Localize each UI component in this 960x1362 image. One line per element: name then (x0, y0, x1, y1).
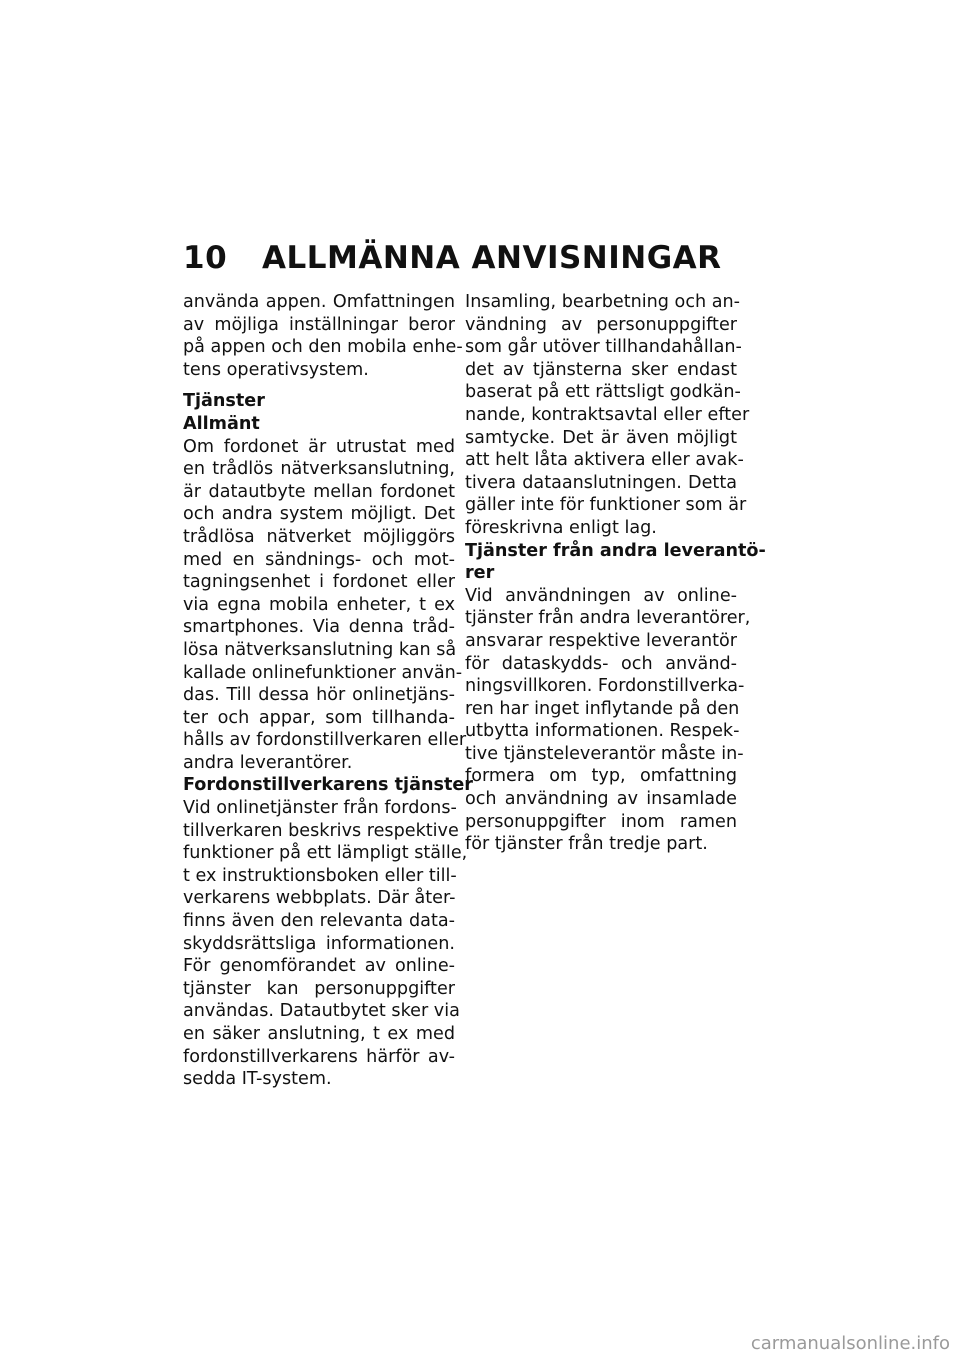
text-line: ter och appar, som tillhanda- (183, 707, 455, 728)
text-line: verkarens webbplats. Där åter- (183, 888, 456, 909)
text-line: smartphones. Via denna tråd- (183, 617, 455, 638)
fordonstillverkarens-paragraph (183, 797, 468, 1091)
text-line: För genomförandet av online- (183, 956, 455, 977)
text-line: kallade onlinefunktioner använ- (183, 662, 463, 683)
text-line: personuppgifter inom ramen (465, 811, 737, 832)
text-line: vändning av personuppgifter (465, 314, 737, 335)
watermark: carmanualsonline.info (750, 1333, 950, 1354)
text-line: för dataskydds- och använd- (465, 653, 737, 674)
text-line: och andra system möjligt. Det (183, 504, 455, 525)
text-line: det av tjänsterna sker endast (465, 359, 737, 380)
text-line: tillverkaren beskrivs respektive (183, 820, 459, 841)
chapter-title: ALLMÄNNA ANVISNINGAR (262, 240, 722, 276)
text-line: tivera dataanslutningen. Detta (465, 472, 737, 493)
text-line: Vid onlinetjänster från fordons- (183, 798, 457, 819)
text-line: gäller inte för funktioner som är (465, 495, 747, 516)
text-line: föreskrivna enligt lag. (465, 517, 657, 538)
text-line: en säker anslutning, t ex med (183, 1024, 455, 1044)
text-line: baserat på ett rättsligt godkän- (465, 382, 741, 403)
subsection-heading-allmant: Allmänt (183, 413, 260, 434)
text-line: ren har inget inflytande på den (465, 698, 740, 719)
text-line: på appen och den mobila enhe- (183, 337, 463, 358)
text-line: samtycke. Det är även möjligt (465, 427, 737, 448)
text-line: och användning av insamlade (465, 789, 737, 810)
text-line: av möjliga inställningar beror (183, 314, 455, 335)
page-header (183, 240, 783, 280)
subsection-heading-andra-leverantorer: Tjänster från andra leverantö- (465, 540, 766, 561)
right-column (465, 291, 766, 856)
intro-paragraph (183, 291, 463, 381)
text-line: använda appen. Omfattningen (183, 292, 455, 312)
text-line: nande, kontraktsavtal eller efter (465, 404, 750, 425)
left-column (183, 291, 473, 1091)
text-line: tjänster från andra leverantörer, (465, 608, 751, 629)
text-line: lösa nätverksanslutning kan så (183, 639, 457, 660)
text-line: med en sändnings- och mot- (183, 549, 455, 570)
text-line: via egna mobila enheter, t ex (183, 594, 455, 615)
text-line: tive tjänsteleverantör måste in- (465, 743, 744, 764)
text-line: tagningsenhet i fordonet eller (183, 572, 455, 593)
text-line: Vid användningen av online- (465, 585, 737, 606)
text-line: finns även den relevanta data- (183, 911, 455, 932)
text-line: andra leverantörer. (183, 752, 353, 773)
text-line: fordonstillverkarens härför av- (183, 1046, 455, 1067)
text-line: tens operativsystem. (183, 359, 369, 380)
text-line: funktioner på ett lämpligt ställe, (183, 843, 468, 864)
text-line: tjänster kan personuppgifter (183, 978, 455, 999)
text-line: Insamling, bearbetning och an- (465, 292, 741, 312)
text-line: Om fordonet är utrustat med (183, 436, 455, 457)
text-line: t ex instruktionsboken eller till- (183, 865, 457, 886)
text-line: är datautbyte mellan fordonet (183, 481, 455, 502)
subsection-heading-fordonstillverkarens-tjanster: Fordonstillverkarens tjänster (183, 775, 473, 796)
text-line: ansvarar respektive leverantör (465, 630, 737, 651)
allmant-paragraph (183, 436, 467, 775)
text-line: das. Till dessa hör onlinetjäns- (183, 685, 455, 706)
text-line: att helt låta aktivera eller avak- (465, 450, 744, 471)
text-line: formera om typ, omfattning (465, 766, 737, 787)
text-line: ningsvillkoren. Fordonstillverka- (465, 676, 745, 697)
insamling-paragraph (465, 291, 750, 540)
text-line: en trådlös nätverksanslutning, (183, 459, 455, 480)
text-line: för tjänster från tredje part. (465, 834, 708, 855)
text-line: användas. Datautbytet sker via (183, 1001, 460, 1022)
text-line: skyddsrättsliga informationen. (183, 933, 455, 954)
subsection-heading-andra-leverantorer-cont: rer (465, 563, 495, 584)
text-line: utbytta informationen. Respek- (465, 721, 740, 742)
text-line: trådlösa nätverket möjliggörs (183, 526, 455, 547)
andra-leverantorer-paragraph (465, 585, 751, 856)
chapter-number: 10 (183, 240, 228, 276)
text-line: som går utöver tillhandahållan- (465, 337, 742, 358)
text-line: hålls av fordonstillverkaren eller (183, 730, 467, 751)
text-line: sedda IT-system. (183, 1069, 332, 1090)
section-heading-tjanster: Tjänster (183, 391, 265, 412)
